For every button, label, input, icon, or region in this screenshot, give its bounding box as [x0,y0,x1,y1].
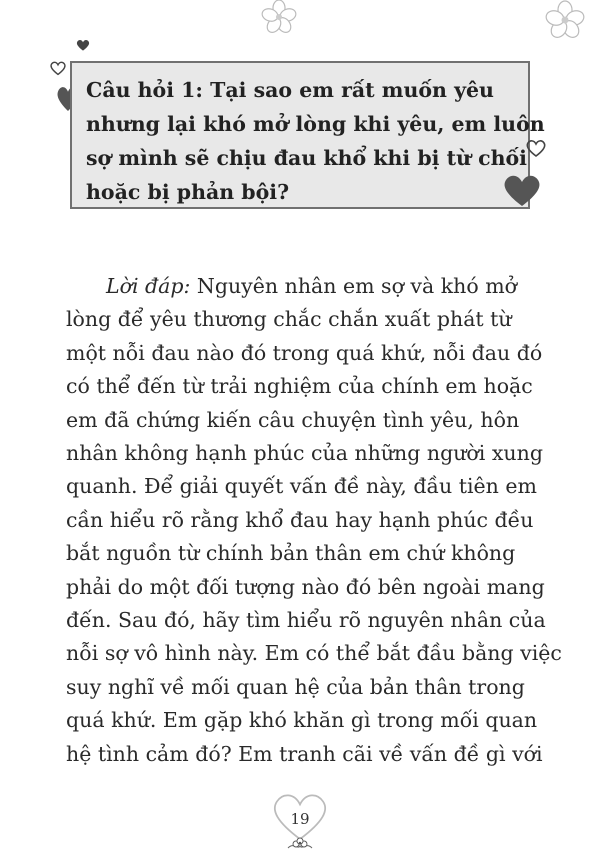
answer-first-line-text: Nguyên nhân em sợ và khó mở [190,274,518,298]
answer-line: quá khứ. Em gặp khó khăn gì trong mối quan [66,708,538,733]
answer-line: hệ tình cảm đó? Em tranh cãi về vấn đề gì với [66,741,543,766]
flower-icon-top-right [542,0,588,40]
heart-filled-icon-small [76,38,90,52]
question-line: sợ mình sẽ chịu đau khổ khi bị từ chối [86,146,527,170]
answer-line: cần hiểu rõ rằng khổ đau hay hạnh phúc đều [66,507,534,532]
answer-line: phải do một đối tượng nào đó bên ngoài mang [66,574,545,599]
question-line: Câu hỏi 1: Tại sao em rất muốn yêu [86,78,494,102]
heart-outline-icon-top-left [50,60,66,76]
heart-filled-icon-right [502,170,542,210]
answer-line: suy nghĩ về mối quan hệ của bản thân trong [66,674,525,699]
question-line: hoặc bị phản bội? [86,180,290,204]
answer-line: em đã chứng kiến câu chuyện tình yêu, hôn [66,407,520,432]
answer-line: một nỗi đau nào đó trong quá khứ, nỗi đau đó [66,340,543,365]
answer-first-line [66,270,532,303]
answer-line: quanh. Để giải quyết vấn đề này, đầu tiên em [66,474,537,499]
flower-icon-top-center [258,0,300,34]
question-line: nhưng lại khó mở lòng khi yêu, em luôn [86,112,545,136]
answer-paragraph [66,270,562,771]
answer-line: lòng để yêu thương chắc chắn xuất phát từ [66,307,512,332]
question-box [70,61,545,209]
answer-line: nỗi sợ vô hình này. Em có thể bắt đầu bằng việc [66,641,562,666]
answer-label: Lời đáp: [106,274,191,298]
answer-line: có thể đến từ trải nghiệm của chính em hoặc [66,374,533,399]
answer-line: bắt nguồn từ chính bản thân em chứ không [66,541,516,566]
answer-line: nhân không hạnh phúc của những người xung [66,441,543,466]
flower-icon-page-number [286,834,314,854]
heart-outline-icon-right [526,138,546,158]
answer-line: đến. Sau đó, hãy tìm hiểu rõ nguyên nhân của [66,608,546,633]
page-number: 19 [290,810,310,828]
